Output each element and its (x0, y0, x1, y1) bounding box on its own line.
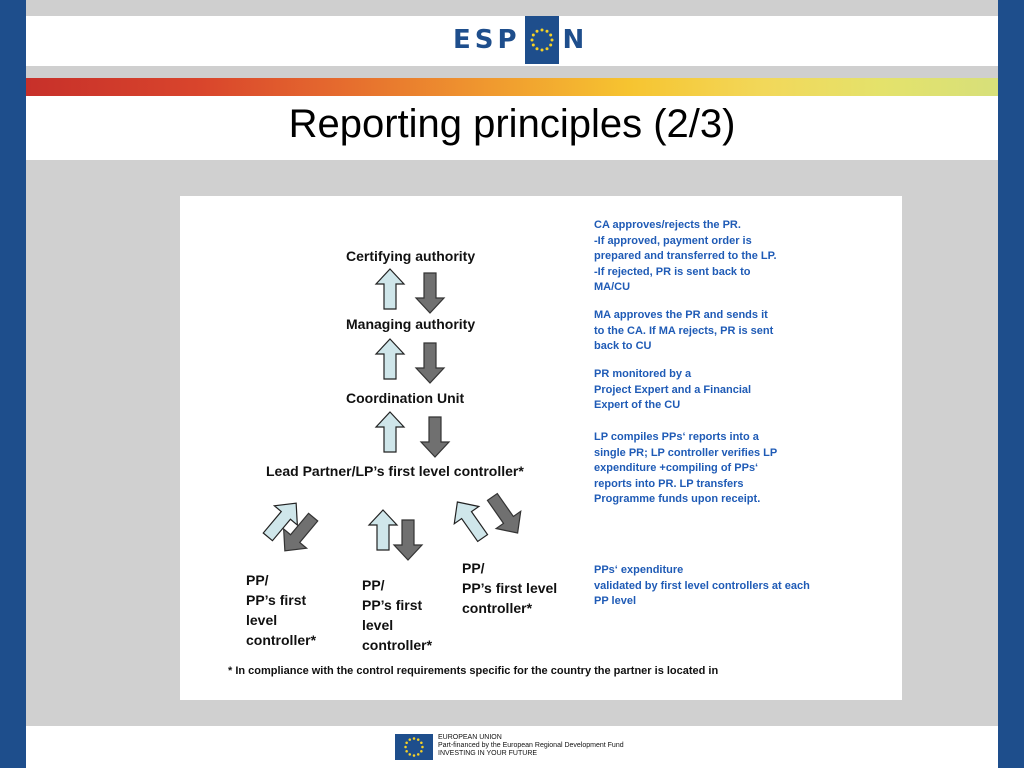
up-arrow-icon (376, 269, 404, 309)
note-coordination-unit: PR monitored by a Project Expert and a Financial Expert of the CU (594, 368, 752, 411)
note-project-partners: PPs‘ expenditure validated by first level controllers at each PP level (594, 564, 810, 607)
down-arrow-icon (416, 273, 444, 313)
down-arrow-icon (416, 343, 444, 383)
slide-title: Reporting principles (2/3) (288, 102, 736, 146)
down-arrow-icon (421, 417, 449, 457)
down-arrow-icon (394, 520, 422, 560)
note-certifying-authority: CA approves/rejects the PR. -If approved, payment order is prepared and transferred to the LP. -If rejected, PR is sent back to MA/CU (594, 219, 777, 293)
footnote: * In compliance with the control requirements specific for the country the partner is located in (228, 665, 719, 677)
up-arrow-icon (376, 412, 404, 452)
eu-funding-text (438, 734, 624, 758)
eu-line-2: Part-financed by the European Regional Development Fund (438, 742, 624, 749)
note-managing-authority: MA approves the PR and sends it to the CA. If MA rejects, PR is sent back to CU (594, 309, 774, 352)
node-lead-partner: Lead Partner/LP’s first level controller* (266, 463, 524, 479)
logo-left-text: ESP (453, 25, 521, 55)
node-pp-3: PP/ PP’s first level controller* (462, 560, 558, 616)
logo-right-text: N (562, 25, 589, 55)
eu-line-1: EUROPEAN UNION (438, 734, 502, 741)
node-pp-1: PP/ PP’s first level controller* (246, 572, 317, 648)
note-lead-partner: LP compiles PPs‘ reports into a single PR; LP controller verifies LP expenditure +compiling of PPs‘ reports into PR. LP transfers Programme funds upon receipt. (594, 431, 778, 505)
node-coordination-unit: Coordination Unit (346, 390, 465, 406)
node-managing-authority: Managing authority (346, 316, 476, 332)
node-certifying-authority: Certifying authority (346, 248, 476, 264)
up-arrow-icon (369, 510, 397, 550)
eu-line-3: INVESTING IN YOUR FUTURE (438, 750, 538, 757)
eu-flag-icon (395, 734, 433, 760)
up-arrow-icon (376, 339, 404, 379)
node-pp-2: PP/ PP’s first level controller* (362, 577, 433, 653)
